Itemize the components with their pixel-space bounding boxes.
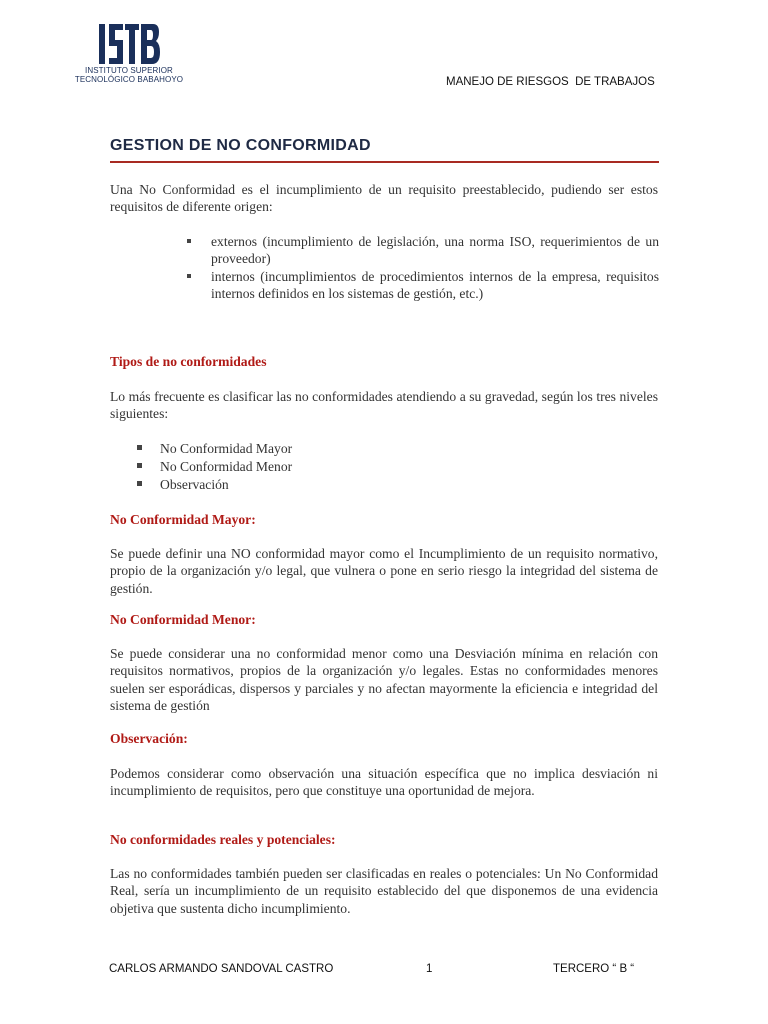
list-item: externos (incumplimiento de legislación, una norma ISO, requerimientos de un proveedor) (187, 233, 659, 268)
page-title: GESTION DE NO CONFORMIDAD (110, 137, 371, 154)
running-header-title: MANEJO DE RIESGOS DE TRABAJOS (446, 76, 655, 88)
logo-line-2: TECNOLÓGICO BABAHOYO (74, 75, 184, 84)
list-item: No Conformidad Menor (137, 458, 292, 476)
major-paragraph: Se puede definir una NO conformidad mayor como el Incumplimiento de un requisito normativo, propio de la organización y/o legal, que vulnera o pone en serio riesgo la integridad del sistema de gestión. (110, 546, 658, 596)
origins-list (187, 233, 659, 302)
section-heading-minor: No Conformidad Menor: (110, 612, 256, 627)
footer-page-number: 1 (426, 963, 433, 975)
footer-course: TERCERO “ B “ (553, 963, 635, 975)
section-heading-real-potential: No conformidades reales y potenciales: (110, 832, 336, 847)
square-bullet-icon (187, 274, 191, 278)
section-heading-types: Tipos de no conformidades (110, 354, 267, 369)
observation-paragraph: Podemos considerar como observación una situación específica que no implica desviación ni incumplimiento de requisitos, pero que constituye una oportunidad de mejora. (110, 766, 658, 799)
real-potential-paragraph: Las no conformidades también pueden ser clasificadas en reales o potenciales: Un No Conformidad Real, sería un incumplimiento de un requisito establecido del que disponemos de una evidencia objetiva que sustenta dicho incumplimiento. (110, 866, 658, 916)
footer-author: CARLOS ARMANDO SANDOVAL CASTRO (109, 963, 334, 975)
square-bullet-icon (137, 463, 142, 468)
section-heading-major: No Conformidad Mayor: (110, 512, 256, 527)
logo-line-1: INSTITUTO SUPERIOR (85, 66, 173, 75)
square-bullet-icon (137, 481, 142, 486)
title-divider (110, 161, 659, 163)
intro-paragraph: Una No Conformidad es el incumplimiento de un requisito preestablecido, pudiendo ser estos requisitos de diferente origen: (110, 182, 658, 215)
list-item: Observación (137, 476, 292, 494)
list-item: No Conformidad Mayor (137, 440, 292, 458)
square-bullet-icon (137, 445, 142, 450)
list-item: internos (incumplimientos de procedimientos internos de la empresa, requisitos internos definidos en los sistemas de gestión, etc.) (187, 268, 659, 303)
levels-list (137, 440, 292, 494)
istb-logo-icon (97, 22, 161, 66)
institute-logo (70, 22, 188, 84)
section-heading-observation: Observación: (110, 731, 188, 746)
types-intro-paragraph: Lo más frecuente es clasificar las no conformidades atendiendo a su gravedad, según los tres niveles siguientes: (110, 389, 658, 422)
square-bullet-icon (187, 239, 191, 243)
minor-paragraph: Se puede considerar una no conformidad menor como una Desviación mínima en relación con requisitos normativos, propios de la organización y/o legales. Estas no conformidades menores suelen ser esporádicas, dispersos y parciales y no afectan mayormente la eficiencia e integridad del sistema de gestión (110, 646, 658, 713)
